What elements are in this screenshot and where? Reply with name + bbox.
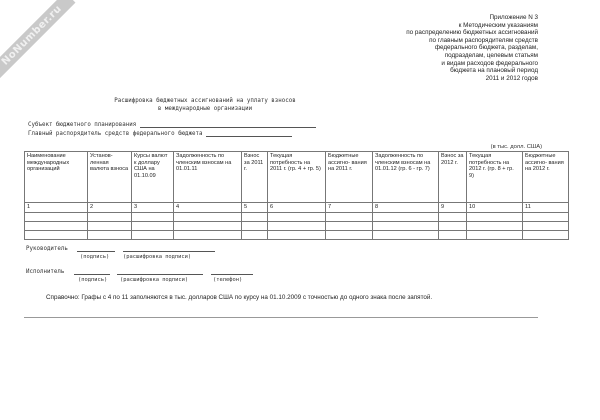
head-signature-caption: (подпись)	[80, 254, 110, 260]
column-header: Бюджетные ассигно- вания на 2011 г.	[326, 152, 373, 203]
table-cell[interactable]	[88, 212, 132, 221]
subject-input-line[interactable]	[140, 121, 316, 128]
document-title	[20, 98, 390, 113]
column-number-row	[25, 203, 569, 213]
executor-signature-caption: (подпись)	[78, 277, 108, 283]
table-cell[interactable]	[439, 221, 467, 230]
table-cell[interactable]	[25, 212, 88, 221]
table-cell[interactable]	[132, 221, 174, 230]
table-cell[interactable]	[523, 221, 569, 230]
table-cell[interactable]	[523, 230, 569, 239]
column-number: 11	[523, 203, 569, 213]
table-cell[interactable]	[25, 230, 88, 239]
table-cell[interactable]	[132, 212, 174, 221]
column-number: 8	[373, 203, 439, 213]
column-header: Установ- ленная валюта взноса	[88, 152, 132, 203]
column-number: 1	[25, 203, 88, 213]
subject-label: Субъект бюджетного планирования	[28, 122, 137, 128]
appendix-line: Приложение N 3	[489, 14, 538, 21]
watermark: NoNumber.ru	[0, 0, 75, 79]
subject-field	[28, 121, 316, 128]
table-cell[interactable]	[268, 212, 326, 221]
table-cell[interactable]	[88, 230, 132, 239]
column-header: Взнос за 2012 г.	[439, 152, 467, 203]
table-cell[interactable]	[373, 212, 439, 221]
manager-field	[28, 130, 292, 137]
table-cell[interactable]	[174, 230, 242, 239]
appendix-line: бюджета на плановый период	[450, 67, 538, 75]
table-cell[interactable]	[242, 212, 268, 221]
table-cell[interactable]	[242, 221, 268, 230]
table-cell[interactable]	[132, 230, 174, 239]
head-decode-line[interactable]	[123, 245, 215, 252]
assignments-table	[24, 151, 569, 240]
column-header: Задолженность по членским взносам на 01.01.11	[174, 152, 242, 203]
executor-decode-caption: (расшифровка подписи)	[120, 277, 189, 283]
appendix-line: 2011 и 2012 годов	[485, 74, 538, 82]
appendix-block	[328, 14, 538, 82]
head-signature-line[interactable]	[77, 245, 115, 252]
table-cell[interactable]	[373, 221, 439, 230]
column-header: Взнос за 2011 г.	[242, 152, 268, 203]
executor-label: Исполнитель	[26, 269, 65, 275]
manager-input-line[interactable]	[206, 130, 292, 137]
column-number: 7	[326, 203, 373, 213]
appendix-line: по главным распорядителям средств	[429, 36, 538, 44]
table-cell[interactable]	[326, 221, 373, 230]
column-number: 6	[268, 203, 326, 213]
column-number: 5	[242, 203, 268, 213]
table-cell[interactable]	[467, 230, 523, 239]
executor-phone-caption: (телефон)	[213, 277, 243, 283]
column-header: Бюджетные ассигно- вания на 2012 г.	[523, 152, 569, 203]
executor-signature-line[interactable]	[74, 268, 110, 275]
executor-phone-line[interactable]	[211, 268, 253, 275]
table-header-row	[25, 152, 569, 203]
table-cell[interactable]	[25, 221, 88, 230]
column-header: Наименование международных организаций	[25, 152, 88, 203]
table-row	[25, 212, 569, 221]
column-number: 4	[174, 203, 242, 213]
appendix-line: подразделам, целевым статьям	[444, 51, 538, 59]
table-cell[interactable]	[174, 221, 242, 230]
appendix-line: федерального бюджета, разделам,	[434, 44, 538, 52]
executor-signature-row	[26, 268, 257, 275]
table-cell[interactable]	[268, 221, 326, 230]
table-row	[25, 230, 569, 239]
table-row	[25, 221, 569, 230]
units-label: (в тыс. долл. США)	[490, 144, 542, 150]
head-signature-row	[26, 245, 219, 252]
table-cell[interactable]	[174, 212, 242, 221]
appendix-line: и видам расходов федерального	[441, 59, 538, 67]
table-cell[interactable]	[242, 230, 268, 239]
appendix-line: по распределению бюджетных ассигнований	[406, 29, 538, 37]
document-title-line1: Расшифровка бюджетных ассигнований на уплату взносов	[114, 98, 296, 104]
table-cell[interactable]	[467, 212, 523, 221]
table-cell[interactable]	[467, 221, 523, 230]
column-number: 10	[467, 203, 523, 213]
table-cell[interactable]	[88, 221, 132, 230]
executor-decode-line[interactable]	[117, 268, 203, 275]
bottom-divider	[24, 317, 538, 318]
column-header: Задолженность по членским взносам на 01.01.12 (гр. 6 - гр. 7)	[373, 152, 439, 203]
reference-note: Справочно: Графы с 4 по 11 заполняются в тыс. долларов США по курсу на 01.10.2009 с точностью до одного знака после запятой.	[46, 294, 433, 301]
column-number: 2	[88, 203, 132, 213]
appendix-line: к Методическим указаниям	[458, 21, 538, 29]
table-cell[interactable]	[326, 230, 373, 239]
column-header: Курсы валют к доллару США на 01.10.09	[132, 152, 174, 203]
manager-label: Главный распорядитель средств федерального бюджета	[28, 131, 203, 137]
head-label: Руководитель	[26, 246, 68, 252]
table-cell[interactable]	[439, 230, 467, 239]
table-cell[interactable]	[439, 212, 467, 221]
table-cell[interactable]	[326, 212, 373, 221]
document-title-line2: в международные организации	[157, 105, 253, 112]
table-cell[interactable]	[373, 230, 439, 239]
column-header: Текущая потребность на 2012 г. (гр. 8 + гр. 9)	[467, 152, 523, 203]
table-cell[interactable]	[523, 212, 569, 221]
head-decode-caption: (расшифровка подписи)	[123, 254, 192, 260]
column-header: Текущая потребность на 2011 г. (гр. 4 + гр. 5)	[268, 152, 326, 203]
table-cell[interactable]	[268, 230, 326, 239]
column-number: 3	[132, 203, 174, 213]
column-number: 9	[439, 203, 467, 213]
